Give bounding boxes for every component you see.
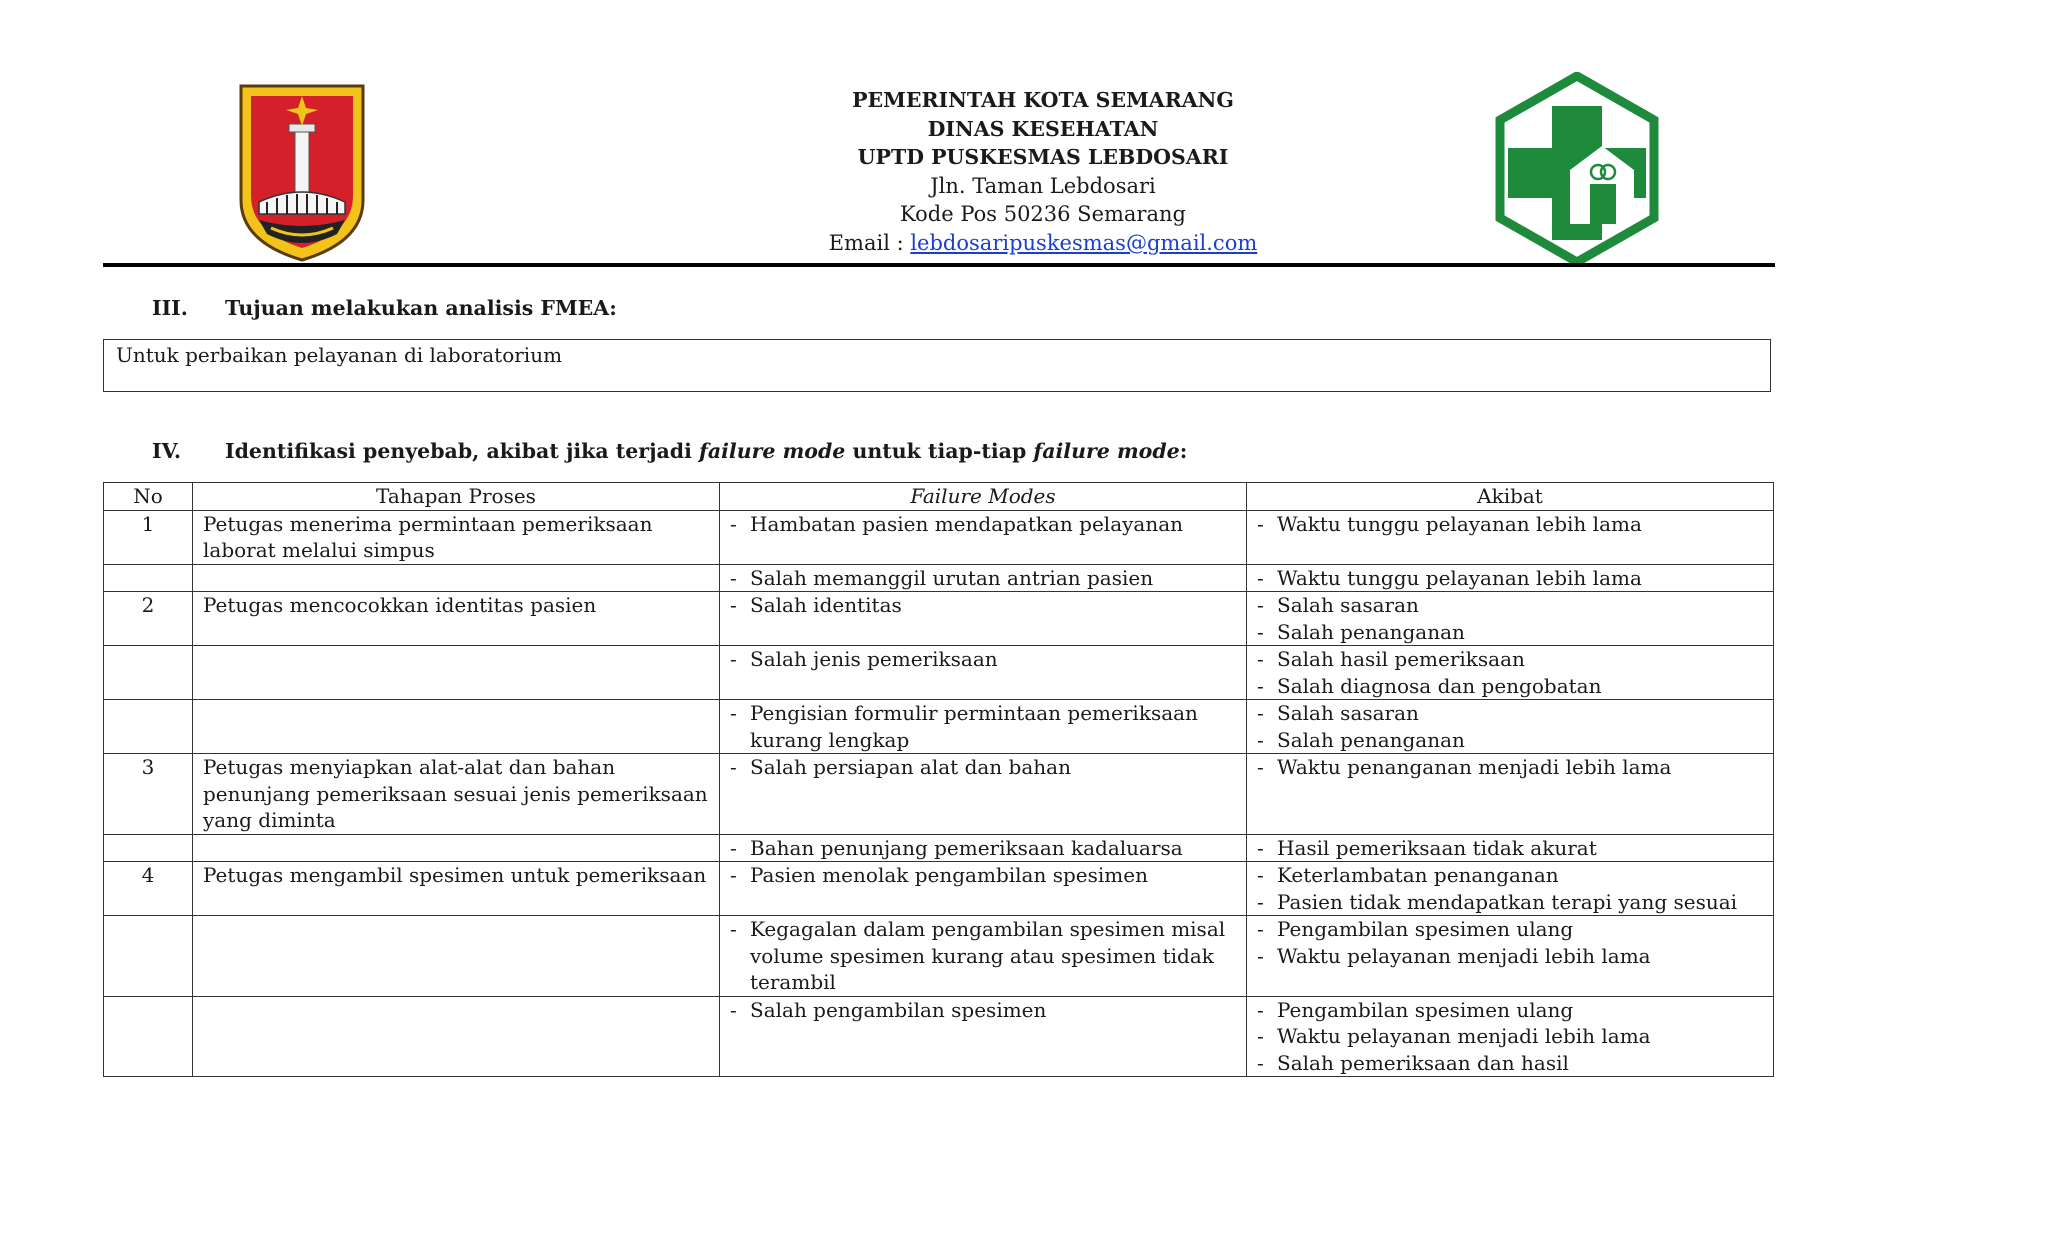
bullet-dash: -	[730, 917, 737, 941]
org-line-2: DINAS KESEHATAN	[927, 116, 1159, 141]
letterhead	[103, 60, 1775, 262]
cell-failure-modes	[720, 700, 1247, 754]
cell-failure-modes	[720, 862, 1247, 916]
cell-process: Petugas mengambil spesimen untuk pemeriksaan	[193, 862, 720, 916]
bullet-dash: -	[730, 511, 737, 536]
header-process: Tahapan Proses	[193, 483, 720, 511]
effect-text: Pengambilan spesimen ulang	[1277, 917, 1574, 941]
section-4-title-italic1: failure mode	[699, 439, 846, 463]
failure-mode-text: Salah jenis pemeriksaan	[750, 647, 998, 671]
section-4-title-part2: untuk tiap-tiap	[845, 439, 1034, 463]
bullet-dash: -	[730, 565, 737, 590]
header-divider	[103, 263, 1775, 267]
failure-mode-text: Bahan penunjang pemeriksaan kadaluarsa	[750, 835, 1183, 860]
effect-item	[1257, 997, 1763, 1024]
effect-item	[1257, 889, 1763, 916]
cell-no	[104, 916, 193, 997]
header-no: No	[104, 483, 193, 511]
cell-process: Petugas menerima permintaan pemeriksaan laborat melalui simpus	[193, 510, 720, 564]
failure-mode-item	[730, 646, 1236, 673]
bullet-dash: -	[1257, 835, 1264, 860]
failure-mode-item	[730, 592, 1236, 619]
bullet-dash: -	[730, 997, 737, 1022]
table-header-row	[104, 483, 1774, 511]
cell-no: 3	[104, 754, 193, 835]
cell-failure-modes	[720, 646, 1247, 700]
cell-no	[104, 834, 193, 862]
cell-no	[104, 646, 193, 700]
cell-process	[193, 834, 720, 862]
failure-mode-item	[730, 700, 1236, 753]
effect-text: Waktu penanganan menjadi lebih lama	[1277, 755, 1672, 779]
cell-process	[193, 996, 720, 1077]
effect-item	[1257, 565, 1763, 592]
bullet-dash: -	[730, 755, 737, 779]
table-row	[104, 996, 1774, 1077]
letterhead-text	[623, 86, 1463, 258]
bullet-dash: -	[1257, 619, 1264, 644]
cell-no: 2	[104, 592, 193, 646]
email-link[interactable]: lebdosaripuskesmas@gmail.com	[910, 230, 1258, 255]
fmea-table	[103, 482, 1774, 1077]
effect-item	[1257, 673, 1763, 700]
section-3-number: III.	[152, 296, 188, 320]
table-row	[104, 916, 1774, 997]
section-4-heading	[152, 439, 1187, 463]
section-3-title: Tujuan melakukan analisis FMEA:	[225, 296, 617, 320]
cell-effects	[1247, 754, 1774, 835]
cell-effects	[1247, 646, 1774, 700]
effect-item	[1257, 619, 1763, 646]
failure-mode-item	[730, 565, 1236, 592]
postal-line: Kode Pos 50236 Semarang	[900, 202, 1186, 227]
table-row	[104, 754, 1774, 835]
effect-item	[1257, 754, 1763, 781]
cell-effects	[1247, 592, 1774, 646]
effect-item	[1257, 700, 1763, 727]
cell-process	[193, 700, 720, 754]
cell-failure-modes	[720, 996, 1247, 1077]
bullet-dash: -	[1257, 701, 1264, 725]
bullet-dash: -	[730, 593, 737, 617]
bullet-dash: -	[1257, 863, 1264, 887]
effect-text: Salah sasaran	[1277, 701, 1419, 725]
semarang-emblem-icon	[237, 82, 367, 264]
header-failure-modes: Failure Modes	[720, 483, 1247, 511]
failure-mode-item	[730, 997, 1236, 1024]
effect-text: Salah penanganan	[1277, 619, 1465, 644]
effect-text: Pengambilan spesimen ulang	[1277, 997, 1574, 1022]
failure-mode-text: Salah memanggil urutan antrian pasien	[750, 565, 1154, 590]
bullet-dash: -	[730, 835, 737, 860]
org-line-1: PEMERINTAH KOTA SEMARANG	[852, 88, 1234, 112]
failure-mode-item	[730, 862, 1236, 889]
bullet-dash: -	[730, 647, 737, 671]
table-body	[104, 510, 1774, 1077]
failure-mode-text: Salah persiapan alat dan bahan	[750, 755, 1071, 779]
cell-process	[193, 646, 720, 700]
bullet-dash: -	[1257, 673, 1264, 698]
org-line-3: UPTD PUSKESMAS LEBDOSARI	[857, 145, 1229, 170]
bullet-dash: -	[730, 701, 737, 725]
failure-mode-text: Hambatan pasien mendapatkan pelayanan	[750, 511, 1184, 536]
section-4-title-part3: :	[1179, 439, 1188, 463]
effect-text: Salah sasaran	[1277, 593, 1419, 617]
section-3-heading	[152, 296, 617, 320]
bullet-dash: -	[1257, 917, 1264, 941]
cell-failure-modes	[720, 754, 1247, 835]
section-3-content: Untuk perbaikan pelayanan di laboratorium	[116, 343, 563, 367]
effect-item	[1257, 592, 1763, 619]
section-3-content-box	[103, 339, 1771, 392]
cell-process: Petugas mencocokkan identitas pasien	[193, 592, 720, 646]
email-label: Email :	[828, 230, 911, 255]
bullet-dash: -	[1257, 593, 1264, 617]
bullet-dash: -	[1257, 565, 1264, 590]
bullet-dash: -	[1257, 889, 1264, 914]
effect-text: Waktu pelayanan menjadi lebih lama	[1277, 1024, 1651, 1048]
effect-text: Salah penanganan	[1277, 727, 1465, 752]
table-row	[104, 700, 1774, 754]
cell-effects	[1247, 916, 1774, 997]
cell-no	[104, 564, 193, 592]
cell-effects	[1247, 700, 1774, 754]
failure-mode-text: Pengisian formulir permintaan pemeriksaan kurang lengkap	[750, 701, 1198, 752]
cell-effects	[1247, 862, 1774, 916]
failure-mode-text: Salah pengambilan spesimen	[750, 997, 1047, 1022]
cell-effects	[1247, 510, 1774, 564]
cell-failure-modes	[720, 916, 1247, 997]
effect-text: Hasil pemeriksaan tidak akurat	[1277, 835, 1597, 860]
cell-process: Petugas menyiapkan alat-alat dan bahan penunjang pemeriksaan sesuai jenis pemeriksaan yang diminta	[193, 754, 720, 835]
cell-process	[193, 916, 720, 997]
effect-text: Salah hasil pemeriksaan	[1277, 647, 1525, 671]
bullet-dash: -	[730, 863, 737, 887]
bullet-dash: -	[1257, 997, 1264, 1022]
effect-item	[1257, 916, 1763, 943]
cell-failure-modes	[720, 834, 1247, 862]
bullet-dash: -	[1257, 1050, 1264, 1075]
effect-item	[1257, 1023, 1763, 1050]
effect-item	[1257, 511, 1763, 538]
effect-text: Salah diagnosa dan pengobatan	[1277, 673, 1602, 698]
cell-no	[104, 996, 193, 1077]
effect-text: Waktu tunggu pelayanan lebih lama	[1277, 565, 1642, 590]
section-4-number: IV.	[152, 439, 182, 463]
effect-item	[1257, 727, 1763, 754]
cell-effects	[1247, 834, 1774, 862]
failure-mode-text: Kegagalan dalam pengambilan spesimen misal volume spesimen kurang atau spesimen tidak terambil	[750, 917, 1226, 994]
cell-effects	[1247, 996, 1774, 1077]
table-row	[104, 510, 1774, 564]
failure-mode-text: Salah identitas	[750, 593, 902, 617]
effect-text: Keterlambatan penanganan	[1277, 863, 1559, 887]
section-4-title-italic2: failure mode	[1033, 439, 1180, 463]
table-row	[104, 564, 1774, 592]
failure-mode-text: Pasien menolak pengambilan spesimen	[750, 863, 1148, 887]
cell-no	[104, 700, 193, 754]
bullet-dash: -	[1257, 511, 1264, 536]
cell-process	[193, 564, 720, 592]
cell-no: 1	[104, 510, 193, 564]
bullet-dash: -	[1257, 943, 1264, 968]
cell-no: 4	[104, 862, 193, 916]
cell-effects	[1247, 564, 1774, 592]
header-effects: Akibat	[1247, 483, 1774, 511]
bullet-dash: -	[1257, 755, 1264, 779]
failure-mode-item	[730, 835, 1236, 862]
effect-item	[1257, 835, 1763, 862]
bullet-dash: -	[1257, 727, 1264, 752]
effect-item	[1257, 943, 1763, 970]
cell-failure-modes	[720, 592, 1247, 646]
effect-item	[1257, 646, 1763, 673]
effect-text: Pasien tidak mendapatkan terapi yang sesuai	[1277, 889, 1738, 914]
table-row	[104, 834, 1774, 862]
bullet-dash: -	[1257, 647, 1264, 671]
bullet-dash: -	[1257, 1024, 1264, 1048]
table-row	[104, 646, 1774, 700]
failure-mode-item	[730, 754, 1236, 781]
puskesmas-logo-icon	[1494, 72, 1660, 266]
effect-item	[1257, 862, 1763, 889]
cell-failure-modes	[720, 510, 1247, 564]
effect-text: Waktu tunggu pelayanan lebih lama	[1277, 511, 1642, 536]
section-4-title-part1: Identifikasi penyebab, akibat jika terjadi	[225, 439, 700, 463]
effect-item	[1257, 1050, 1763, 1077]
effect-text: Salah pemeriksaan dan hasil	[1277, 1050, 1569, 1075]
email-line	[623, 229, 1463, 258]
table-row	[104, 862, 1774, 916]
address-line: Jln. Taman Lebdosari	[930, 173, 1156, 198]
effect-text: Waktu pelayanan menjadi lebih lama	[1277, 943, 1651, 968]
table-row	[104, 592, 1774, 646]
failure-mode-item	[730, 511, 1236, 538]
cell-failure-modes	[720, 564, 1247, 592]
failure-mode-item	[730, 916, 1236, 996]
